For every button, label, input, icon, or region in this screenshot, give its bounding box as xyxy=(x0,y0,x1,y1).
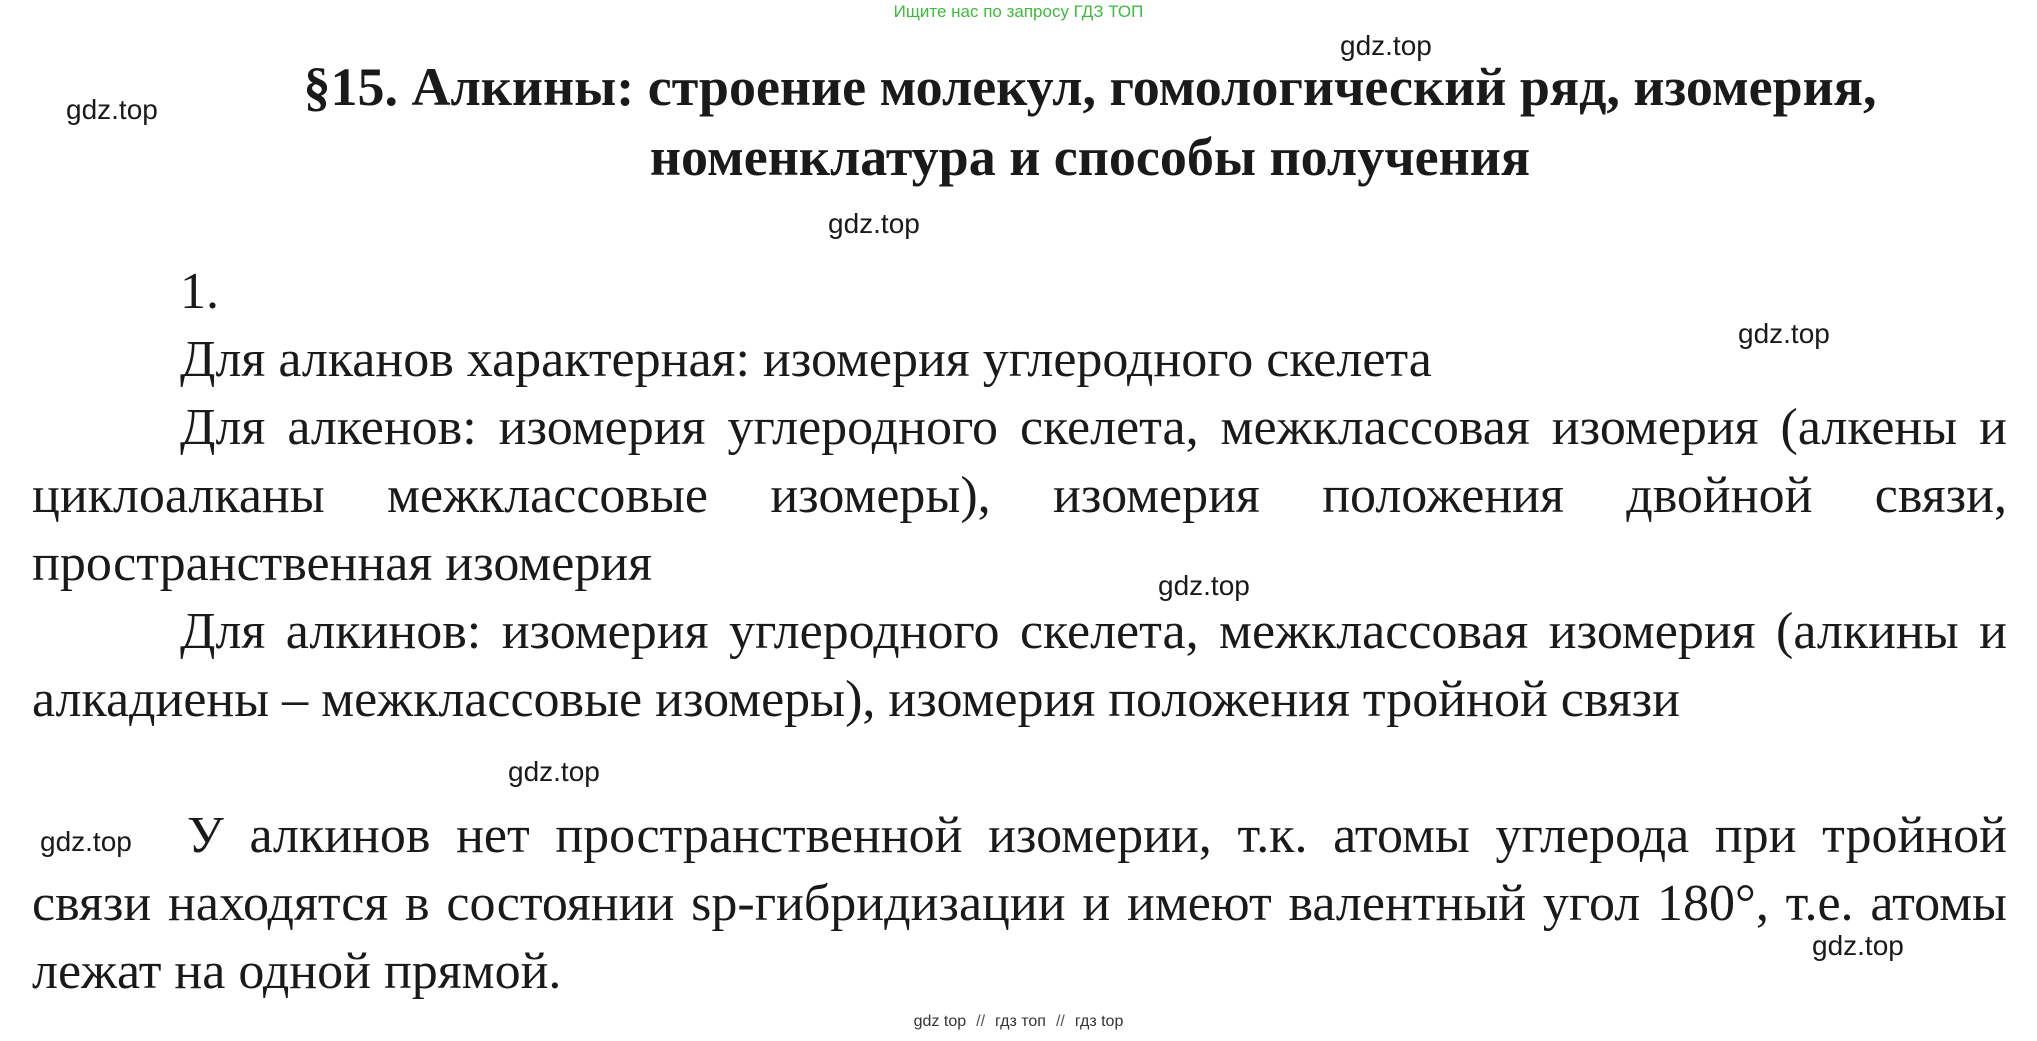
watermark: gdz.top xyxy=(1812,930,1904,961)
watermark: gdz.top xyxy=(1158,570,1250,601)
paragraph-alkynes: Для алкинов: изомерия углеродного скелета, межклассовая изомерия (алкины и алкадиены – межклассовые изомеры), изомерия положения тройной связи xyxy=(32,603,2007,728)
footer-link-3[interactable]: гдз top xyxy=(1074,1013,1124,1030)
watermark: gdz.top xyxy=(1738,318,1830,349)
footer-link-1[interactable]: gdz top xyxy=(913,1013,967,1030)
watermark: gdz.top xyxy=(40,826,132,857)
watermark: gdz.top xyxy=(508,756,600,787)
watermark: gdz.top xyxy=(1340,30,1432,61)
paragraph-no-spatial-isomerism: У алкинов нет пространственной изомерии, т.к. атомы углерода при тройной связи находятся в состоянии sp-гибридизации и имеют валентный угол 180°, т.е. атомы лежат на одной прямой. xyxy=(32,807,2007,1000)
footer-links xyxy=(0,1013,2037,1031)
footer-separator: // xyxy=(976,1013,986,1030)
top-banner: Ищите нас по запросу ГДЗ ТОП xyxy=(893,2,1144,21)
task-number: 1. xyxy=(180,263,219,320)
page-title-line-1: §15. Алкины: строение молекул, гомологический ряд, изомерия, xyxy=(303,57,1877,117)
page-title xyxy=(200,52,1980,192)
page-title-line-2: номенклатура и способы получения xyxy=(649,127,1531,187)
watermark: gdz.top xyxy=(828,208,920,239)
paragraph-alkenes: Для алкенов: изомерия углеродного скелета, межклассовая изомерия (алкены и циклоалканы межклассовые изомеры), изомерия положения двойной связи, пространственная изомерия xyxy=(32,399,2007,592)
footer-separator: // xyxy=(1055,1013,1065,1030)
watermark: gdz.top xyxy=(66,94,158,125)
paragraph-alkanes: Для алканов характерная: изомерия углеродного скелета xyxy=(180,331,1432,388)
footer-link-2[interactable]: гдз топ xyxy=(995,1013,1046,1030)
